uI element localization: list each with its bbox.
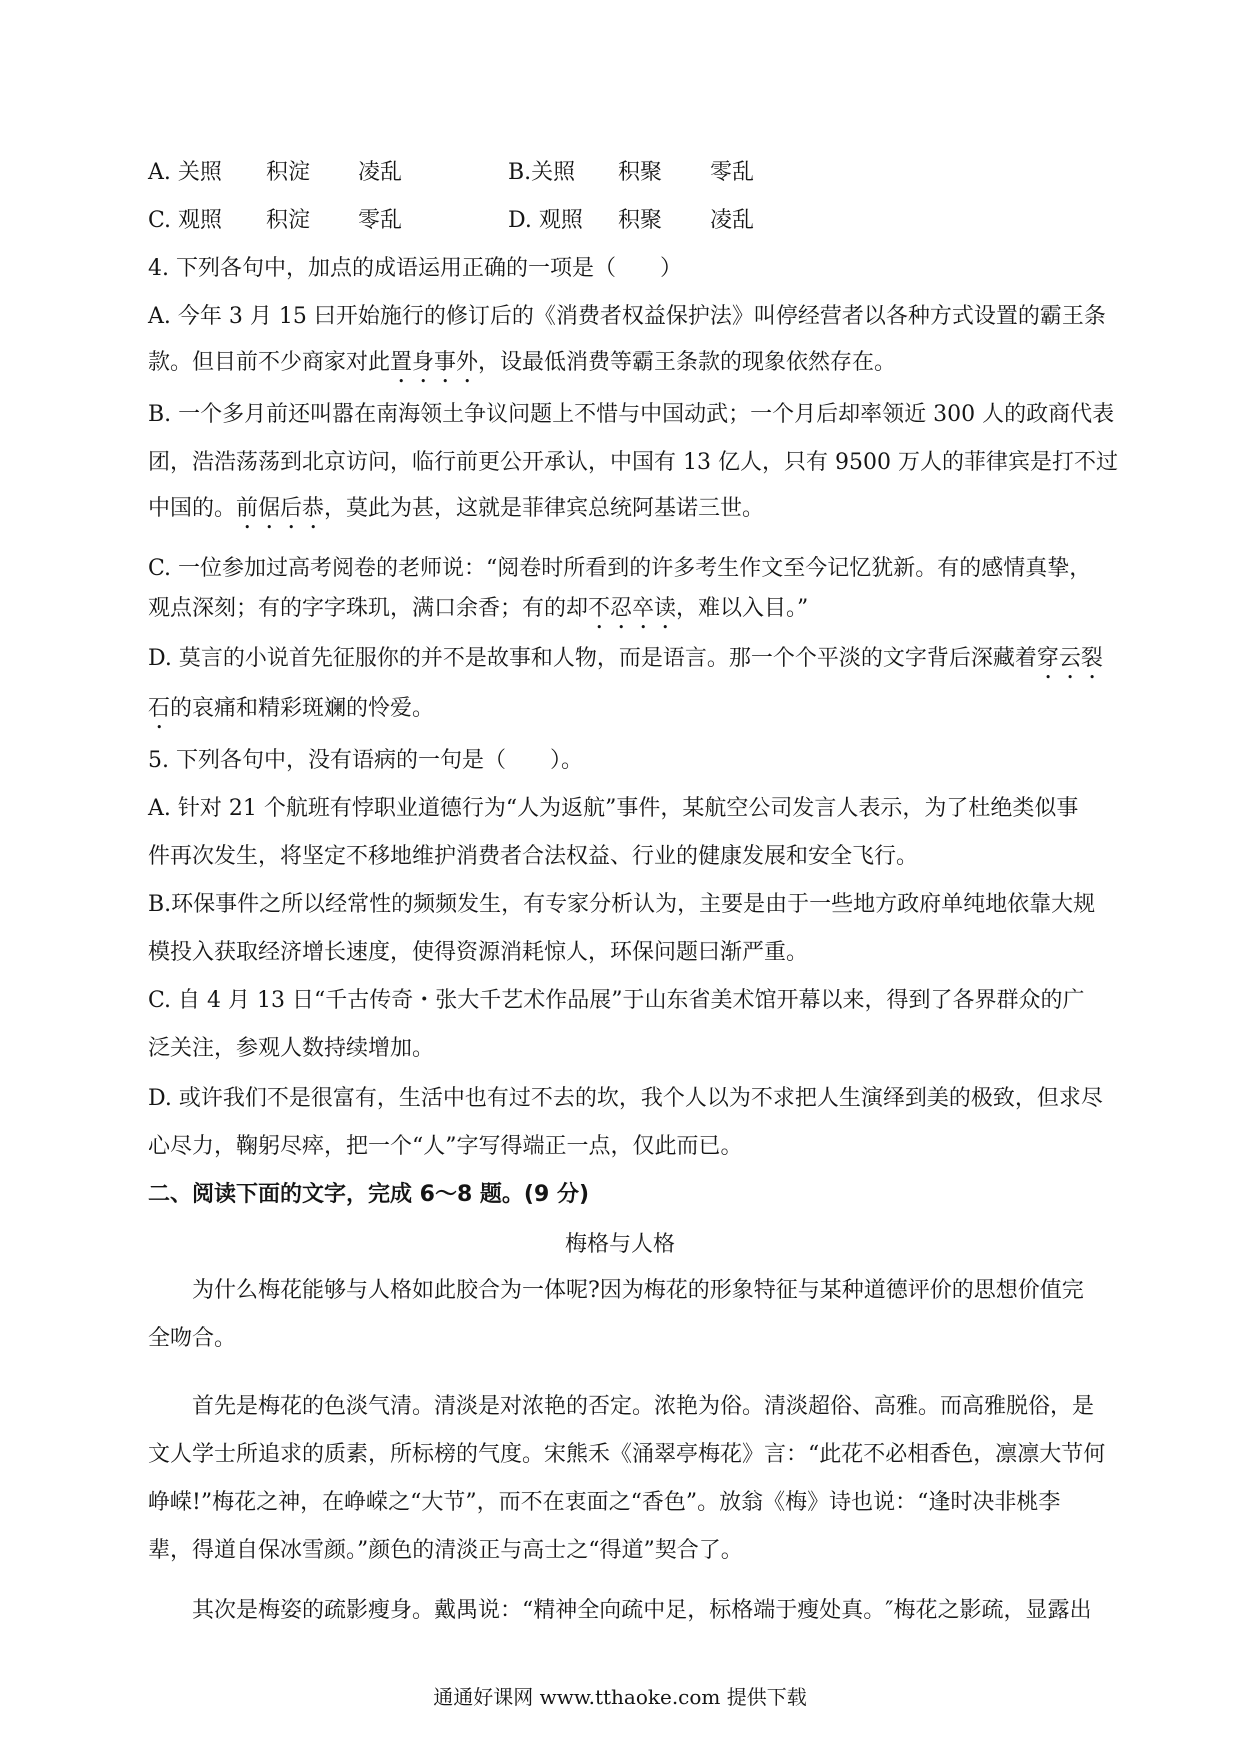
q5-option-a-line1: A. 针对 21 个航班有悖职业道德行为“人为返航”事件，某航空公司发言人表示，为了杜绝类似事 — [148, 796, 1079, 821]
q4-a-text-post: ，设最低消费等霸王条款的现象依然存在。 — [478, 350, 897, 375]
paragraph-2-line2: 文人学士所追求的质素，所标榜的气度。宋熊禾《涌翠亭梅花》言：“此花不必相香色，凛凛大节何 — [148, 1442, 1106, 1467]
q4-d-text-post: 的哀痛和精彩斑斓的怜爱。 — [170, 696, 435, 721]
page-footer: 通通好课网 www.tthaoke.com 提供下载 — [433, 1685, 807, 1709]
q4-option-d-line1 — [148, 644, 1103, 674]
q5-option-c-line2: 泛关注，参观人数持续增加。 — [148, 1036, 435, 1061]
option-d-word3: 凌乱 — [710, 208, 755, 233]
q4-c-text-post: ，难以入目。” — [676, 596, 809, 621]
q5-option-d-line1: D. 或许我们不是很富有，生活中也有过不去的坎，我个人以为不求把人生演绎到美的极致，但求尽 — [148, 1086, 1103, 1111]
q4-b-idiom: 前倨后恭 — [236, 496, 325, 521]
q4-option-d-line2 — [148, 694, 434, 724]
q4-b-text-post: ，莫此为甚，这就是菲律宾总统阿基诺三世。 — [324, 496, 765, 521]
q4-c-idiom: 不忍卒读 — [588, 596, 677, 621]
option-b-word3: 零乱 — [710, 160, 755, 185]
q4-option-b-line3 — [148, 494, 764, 524]
option-b-word2: 积聚 — [618, 160, 663, 185]
q5-option-b-line2: 模投入获取经济增长速度，使得资源消耗惊人，环保问题曰渐严重。 — [148, 940, 809, 965]
q4-option-c-line1: C. 一位参加过高考阅卷的老师说：“阅卷时所看到的许多考生作文至今记忆犹新。有的感情真挚， — [148, 556, 1092, 581]
option-a-word3: 凌乱 — [358, 160, 403, 185]
q5-option-c-line1: C. 自 4 月 13 日“千古传奇・张大千艺术作品展”于山东省美术馆开幕以来，得到了各界群众的广 — [148, 988, 1085, 1013]
paragraph-2-line3: 峥嵘!”梅花之神，在峥嵘之“大节”，而不在衷面之“香色”。放翁《梅》诗也说：“逢时决非桃李 — [148, 1490, 1061, 1515]
option-c-word1: C. 观照 — [148, 208, 223, 233]
q5-option-a-line2: 件再次发生，将坚定不移地维护消费者合法权益、行业的健康发展和安全飞行。 — [148, 844, 919, 869]
option-d-word2: 积聚 — [618, 208, 663, 233]
q4-option-a-line1: A. 今年 3 月 15 曰开始施行的修订后的《消费者权益保护法》叫停经营者以各种方式设置的霸王条 — [148, 304, 1106, 329]
paragraph-1-line2: 全吻合。 — [148, 1326, 237, 1351]
paragraph-1-line1: 为什么梅花能够与人格如此胶合为一体呢?因为梅花的形象特征与某种道德评价的思想价值完 — [192, 1278, 1084, 1303]
option-a-word1: A. 关照 — [148, 160, 222, 185]
q4-a-text-pre: 款。但目前不少商家对此 — [148, 350, 391, 375]
options-row-1 — [148, 158, 948, 188]
q4-c-text-pre: 观点深刻；有的字字珠玑，满口余香；有的却 — [148, 596, 589, 621]
q4-option-b-line2: 团，浩浩荡荡到北京访问，临行前更公开承认，中国有 13 亿人，只有 9500 万人的菲律宾是打不过 — [148, 450, 1118, 475]
option-d-word1: D. 观照 — [508, 208, 583, 233]
q5-stem: 5. 下列各句中，没有语病的一句是（ ）。 — [148, 748, 583, 773]
q5-option-d-line2: 心尽力，鞠躬尽瘁，把一个“人”字写得端正一点，仅此而已。 — [148, 1134, 743, 1159]
article-title: 梅格与人格 — [564, 1232, 675, 1257]
option-b-word1: B.关照 — [508, 160, 576, 185]
option-c-word3: 零乱 — [358, 208, 403, 233]
options-row-2 — [148, 206, 948, 236]
q4-d-idiom-part1: 穿云裂 — [1036, 646, 1103, 671]
option-a-word2: 积淀 — [266, 160, 311, 185]
paragraph-2-line1: 首先是梅花的色淡气清。清淡是对浓艳的否定。浓艳为俗。清淡超俗、高雅。而高雅脱俗，是 — [192, 1394, 1095, 1419]
q4-b-text-pre: 中国的。 — [148, 496, 237, 521]
paragraph-2-line4: 辈，得道自保冰雪颜。”颜色的清淡正与高士之“得道”契合了。 — [148, 1538, 743, 1563]
q4-option-c-line2 — [148, 594, 808, 624]
option-c-word2: 积淀 — [266, 208, 311, 233]
section-heading: 二、阅读下面的文字，完成 6～8 题。(9 分) — [148, 1182, 590, 1207]
q4-option-b-line1: B. 一个多月前还叫嚣在南海领土争议问题上不惜与中国动武；一个月后却率领近 300 人的政商代表 — [148, 402, 1115, 427]
q4-option-a-line2 — [148, 348, 896, 378]
q4-d-text-pre: D. 莫言的小说首先征服你的并不是故事和人物，而是语言。那一个个平淡的文字背后深藏着 — [148, 646, 1037, 671]
q5-option-b-line1: B.环保事件之所以经常性的频频发生，有专家分析认为，主要是由于一些地方政府单纯地依靠大规 — [148, 892, 1096, 917]
q4-d-idiom-part2: 石 — [148, 696, 171, 721]
paragraph-3-line1: 其次是梅姿的疏影瘦身。戴禺说：“精神全向疏中足，标格端于瘦处真。″梅花之影疏，显露出 — [192, 1598, 1092, 1623]
q4-a-idiom: 置身事外 — [390, 350, 479, 375]
q4-stem: 4. 下列各句中，加点的成语运用正确的一项是（ ） — [148, 256, 682, 281]
